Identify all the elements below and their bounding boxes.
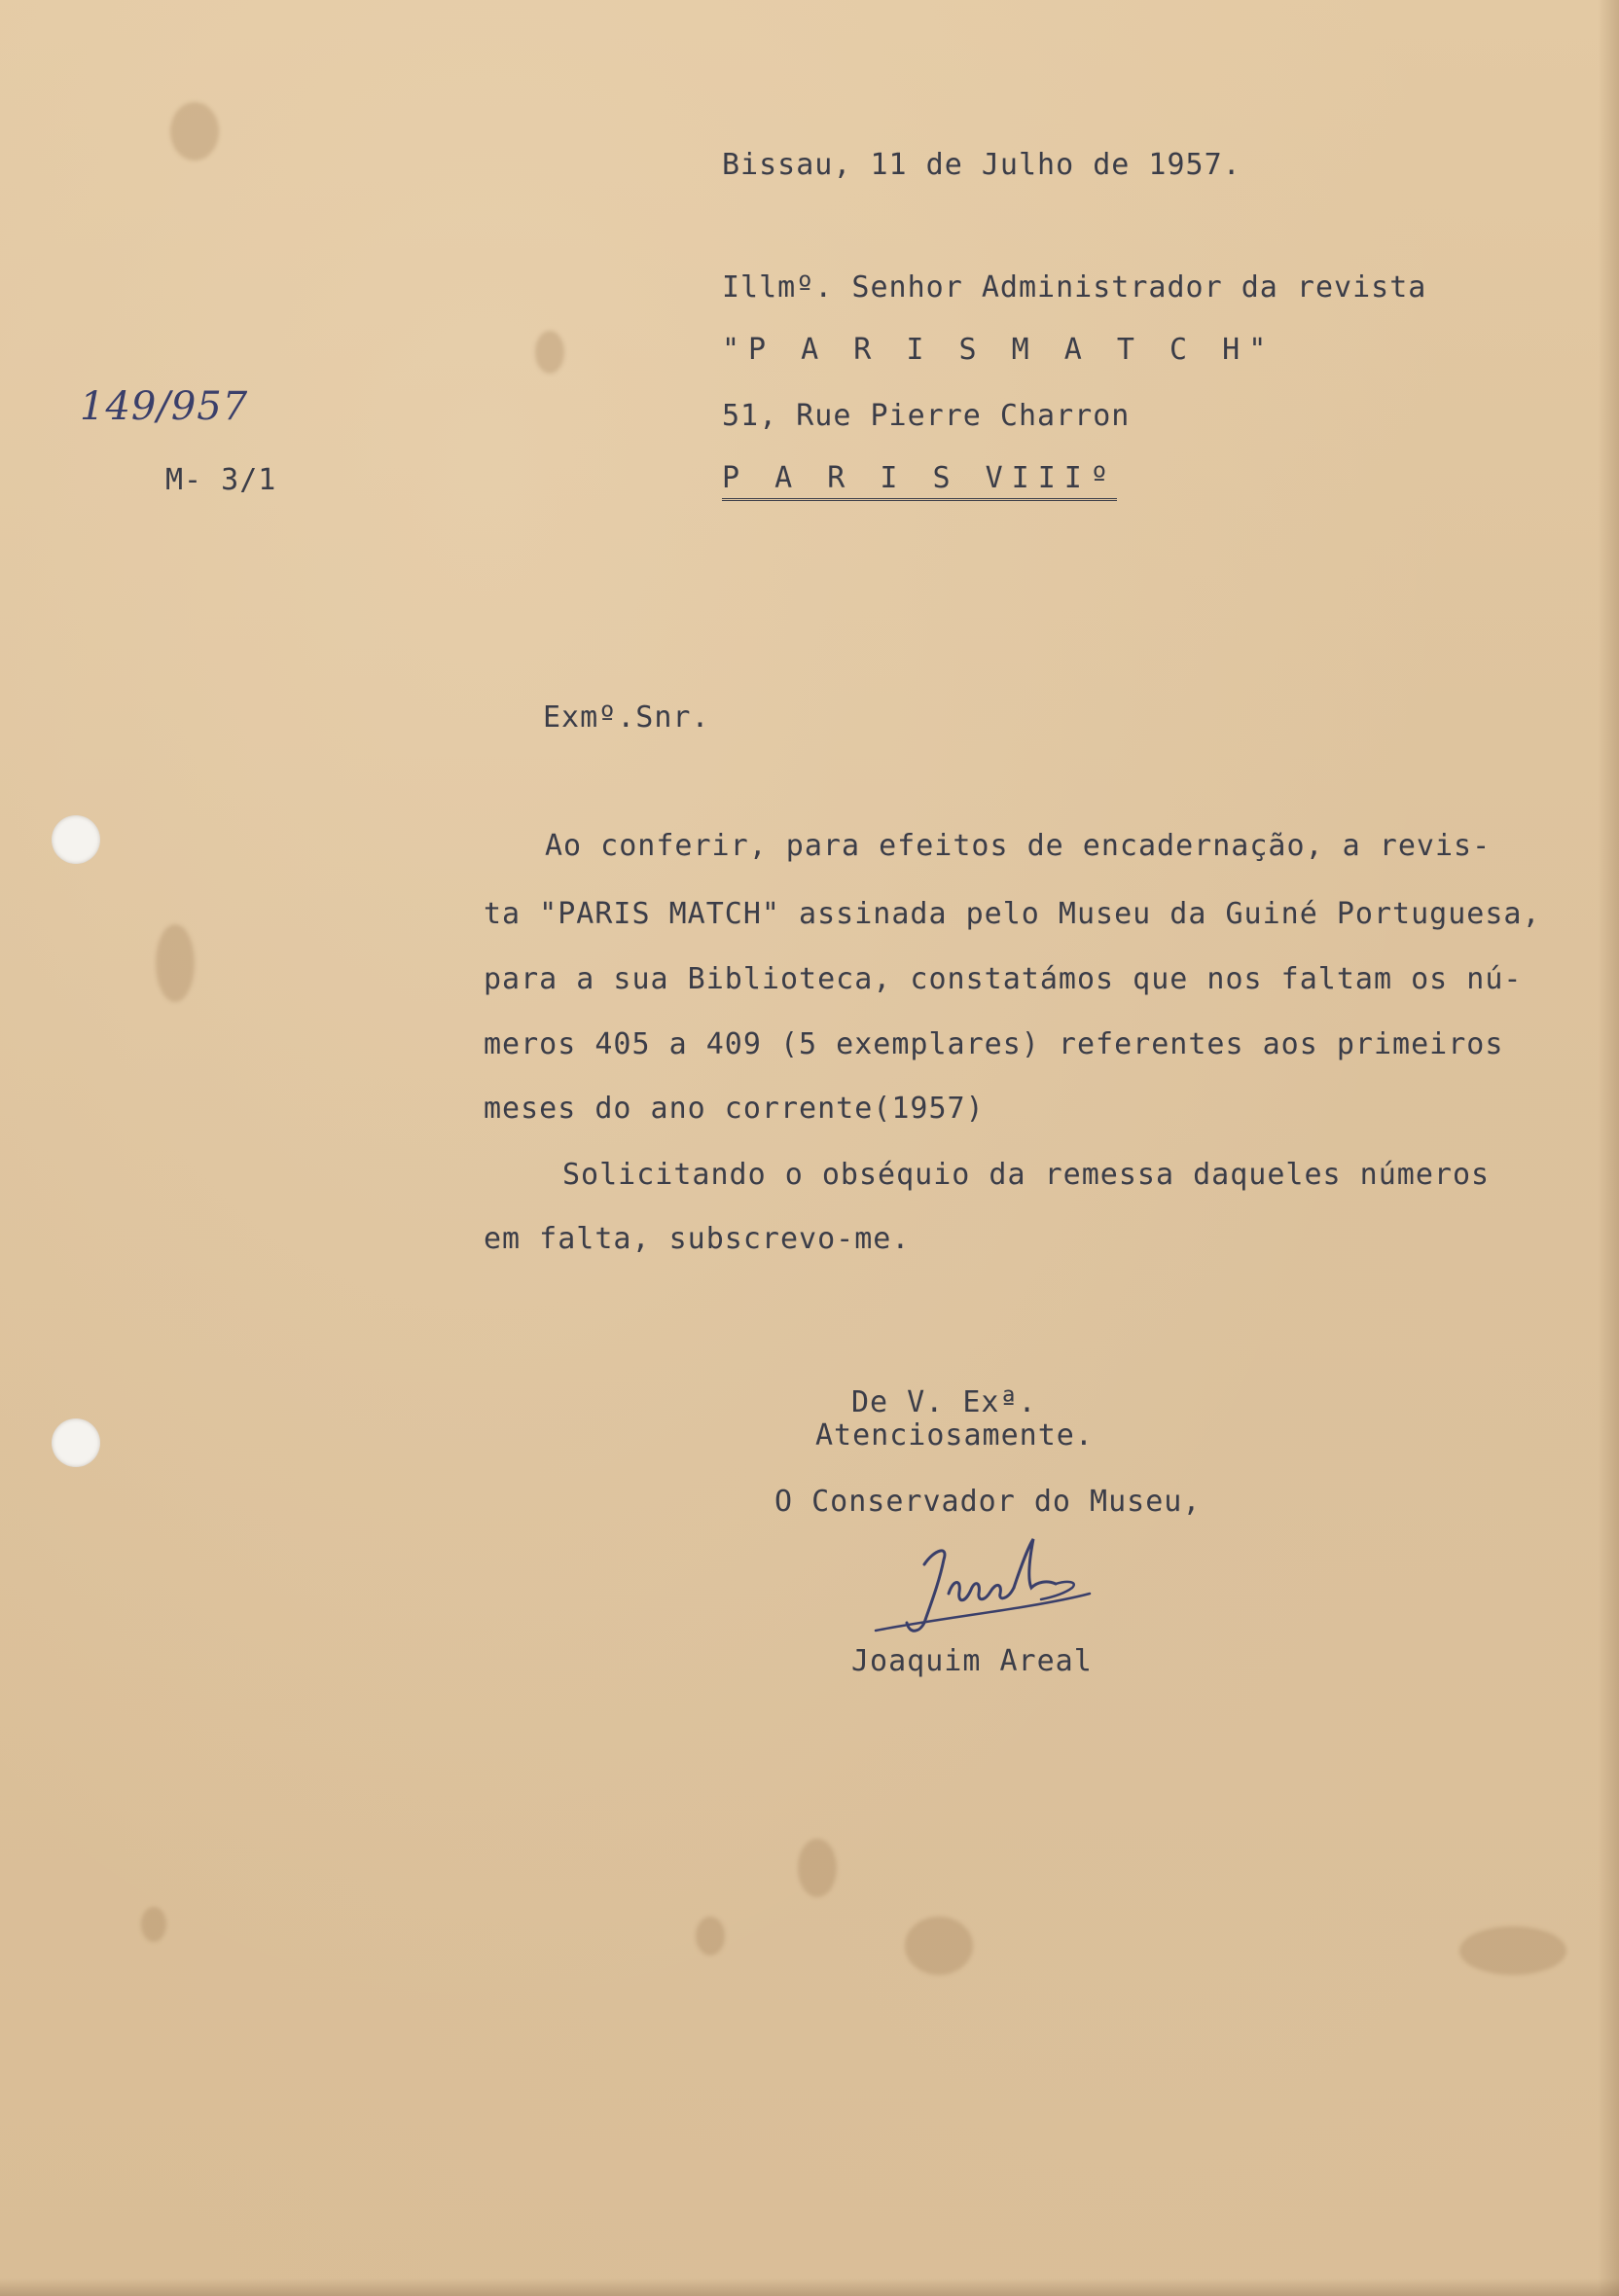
paper-stain [170, 102, 219, 161]
body-line: para a sua Biblioteca, constatámos que nos faltam os nú- [484, 962, 1523, 996]
date-line: Bissau, 11 de Julho de 1957. [722, 148, 1241, 182]
paper-stain [156, 924, 195, 1002]
paper-stain [905, 1917, 973, 1975]
paper-stain [1459, 1926, 1566, 1975]
body-line: Solicitando o obséquio da remessa daqueles números [562, 1158, 1491, 1192]
body-line: ta "PARIS MATCH" assinada pelo Museu da Guiné Portuguesa, [484, 897, 1541, 931]
body-line: meses do ano corrente(1957) [484, 1092, 985, 1126]
paper-edge-right [1598, 0, 1619, 2296]
paper-stain [798, 1839, 837, 1897]
signatory-name: Joaquim Areal [851, 1644, 1093, 1678]
recipient-line-4: P A R I S VIIIº [722, 461, 1117, 501]
paper-edge-bottom [0, 2278, 1619, 2296]
reference-code: M- 3/1 [165, 463, 277, 497]
punch-hole-bottom [52, 1418, 100, 1467]
body-line: meros 405 a 409 (5 exemplares) referentes aos primeiros [484, 1027, 1504, 1061]
handwritten-file-number: 149/957 [80, 384, 249, 429]
body-line: em falta, subscrevo-me. [484, 1222, 911, 1256]
handwritten-signature [856, 1525, 1148, 1652]
closing-line-3: O Conservador do Museu, [774, 1485, 1202, 1519]
paper-stain [141, 1907, 166, 1942]
closing-line-1: De V. Exª. [851, 1385, 1037, 1419]
recipient-line-3: 51, Rue Pierre Charron [722, 399, 1131, 433]
punch-hole-top [52, 815, 100, 864]
closing-line-2: Atenciosamente. [815, 1418, 1094, 1453]
recipient-line-1: Illmº. Senhor Administrador da revista [722, 270, 1427, 305]
recipient-line-2: "P A R I S M A T C H" [722, 333, 1276, 367]
paper-stain [535, 331, 564, 374]
salutation: Exmº.Snr. [543, 700, 710, 735]
paper-stain [696, 1917, 725, 1955]
body-line: Ao conferir, para efeitos de encadernação, a revis- [545, 829, 1492, 863]
